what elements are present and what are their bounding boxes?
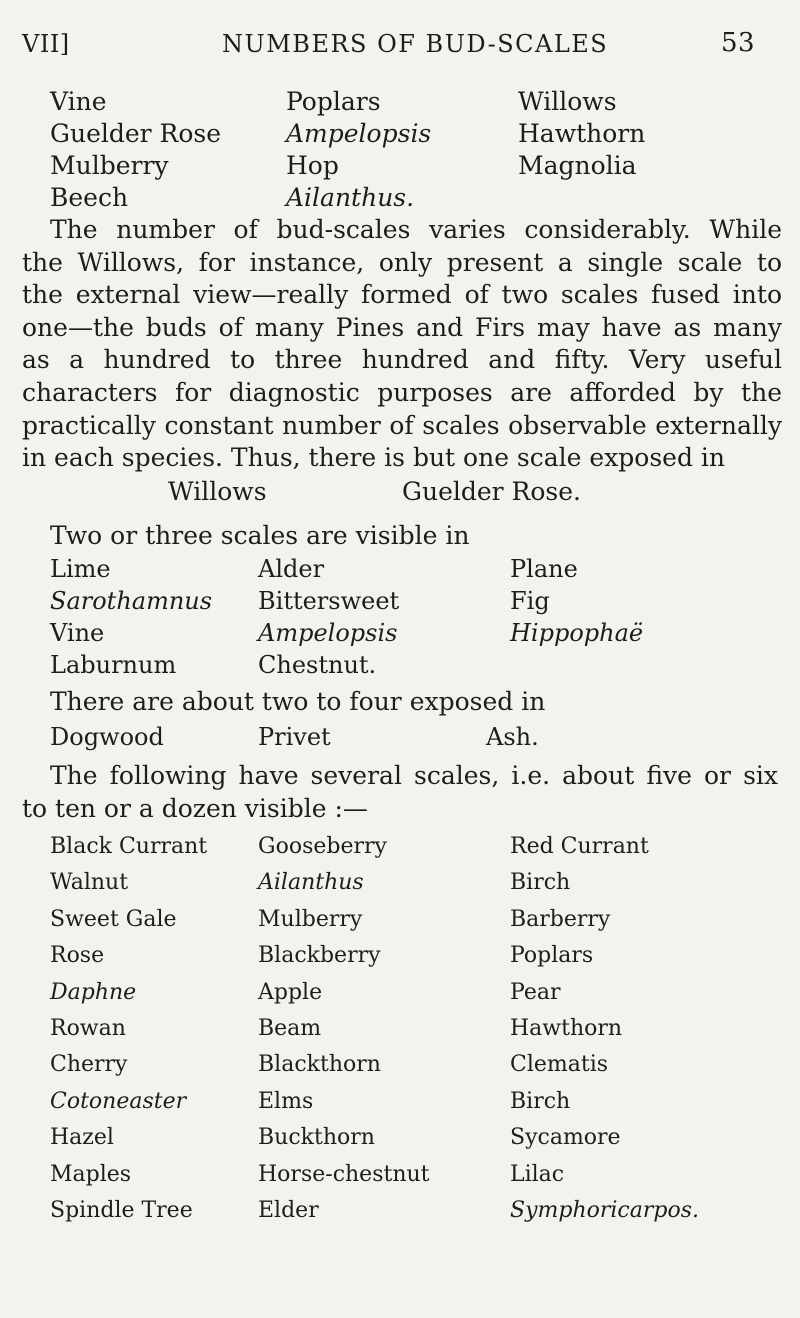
- list-item: Poplars: [510, 943, 594, 969]
- list-item: Lime: [50, 555, 111, 583]
- paragraph-line: characters for diagnostic purposes are afforded by the: [22, 377, 782, 407]
- list-item: Alder: [258, 555, 325, 583]
- paragraph-line: as a hundred to three hundred and fifty. Very useful: [22, 345, 782, 375]
- paragraph-line: The number of bud-scales varies considerably. While: [50, 215, 782, 244]
- list-item: Pear: [510, 979, 561, 1005]
- two-four-item: Ash.: [486, 723, 539, 751]
- list-item: Rowan: [50, 1015, 126, 1041]
- list-item: Birch: [510, 1088, 571, 1114]
- list-item: Beech: [50, 183, 129, 212]
- two-three-col1: [50, 553, 212, 681]
- list-item: Hawthorn: [518, 119, 646, 148]
- list-item: Magnolia: [518, 151, 637, 180]
- list-item: Ailanthus.: [286, 183, 415, 212]
- list-item: Sycamore: [510, 1125, 621, 1151]
- list-item: Walnut: [50, 870, 129, 896]
- list-item: Ampelopsis: [258, 619, 398, 647]
- list-item: Fig: [510, 587, 550, 615]
- list-item: Poplars: [286, 87, 381, 116]
- list-item: Buckthorn: [258, 1125, 375, 1151]
- list-item: Bittersweet: [258, 587, 400, 615]
- list-item: Daphne: [50, 979, 137, 1005]
- two-three-intro: Two or three scales are visible in: [50, 521, 470, 550]
- list-item: Mulberry: [258, 906, 363, 932]
- page-number: 53: [721, 28, 756, 58]
- top-list-col3: [518, 86, 645, 182]
- list-item: Sarothamnus: [50, 587, 213, 615]
- list-item: Sweet Gale: [50, 906, 177, 932]
- list-item: Chestnut.: [258, 651, 377, 679]
- list-item: Lilac: [510, 1161, 565, 1187]
- list-item: Hazel: [50, 1125, 114, 1151]
- list-item: Blackthorn: [258, 1052, 381, 1078]
- one-scale-item: Willows: [168, 477, 267, 506]
- list-item: Ailanthus: [258, 870, 364, 896]
- list-item: Apple: [258, 979, 323, 1005]
- list-item: Hippophaë: [510, 619, 644, 647]
- list-item: Spindle Tree: [50, 1197, 193, 1223]
- running-title: NUMBERS OF BUD-SCALES: [222, 30, 609, 58]
- list-item: Beam: [258, 1015, 322, 1041]
- two-four-item: Privet: [258, 723, 331, 751]
- several-col1: [50, 829, 207, 1229]
- list-item: Symphoricarpos.: [510, 1197, 699, 1223]
- two-four-item: Dogwood: [50, 723, 164, 751]
- list-item: Gooseberry: [258, 834, 387, 859]
- paragraph-line: the Willows, for instance, only present a single scale to: [22, 247, 782, 277]
- list-item: Barberry: [510, 906, 611, 932]
- top-list-col1: [50, 86, 221, 214]
- list-item: Red Currant: [510, 834, 649, 859]
- list-item: Ampelopsis: [286, 119, 432, 148]
- list-item: Plane: [510, 555, 578, 583]
- list-item: Guelder Rose: [50, 119, 222, 148]
- two-four-intro: There are about two to four exposed in: [50, 687, 546, 716]
- list-item: Hop: [286, 151, 339, 180]
- top-list-col2: [286, 86, 431, 214]
- two-three-col3: [510, 553, 643, 649]
- list-item: Birch: [510, 870, 571, 896]
- paragraph-line: one—the buds of many Pines and Firs may have as many: [22, 312, 782, 342]
- two-three-col2: [258, 553, 399, 681]
- list-item: Willows: [518, 87, 617, 116]
- chapter-number: VII]: [22, 30, 70, 58]
- list-item: Laburnum: [50, 651, 177, 679]
- list-item: Clematis: [510, 1052, 609, 1078]
- paragraph-line: the external view—really formed of two scales fused into: [22, 280, 782, 310]
- one-scale-item: Guelder Rose.: [402, 477, 582, 506]
- several-intro-line: to ten or a dozen visible :—: [22, 794, 368, 823]
- body-paragraph: [22, 214, 782, 475]
- several-intro-line: The following have several scales, i.e. about five or six: [50, 761, 778, 790]
- list-item: Rose: [50, 943, 105, 969]
- paragraph-line: in each species. Thus, there is but one scale exposed in: [22, 443, 726, 473]
- list-item: Black Currant: [50, 834, 208, 859]
- several-col3: [510, 829, 699, 1229]
- list-item: Maples: [50, 1161, 132, 1187]
- list-item: Vine: [50, 619, 105, 647]
- list-item: Hawthorn: [510, 1015, 623, 1041]
- list-item: Cotoneaster: [50, 1088, 187, 1114]
- list-item: Cherry: [50, 1052, 128, 1078]
- list-item: Elder: [258, 1197, 319, 1223]
- list-item: Mulberry: [50, 151, 169, 180]
- list-item: Vine: [50, 87, 107, 116]
- list-item: Blackberry: [258, 943, 381, 969]
- several-col2: [258, 829, 430, 1229]
- list-item: Horse-chestnut: [258, 1161, 430, 1187]
- list-item: Elms: [258, 1088, 314, 1114]
- paragraph-line: practically constant number of scales observable externally: [22, 410, 782, 440]
